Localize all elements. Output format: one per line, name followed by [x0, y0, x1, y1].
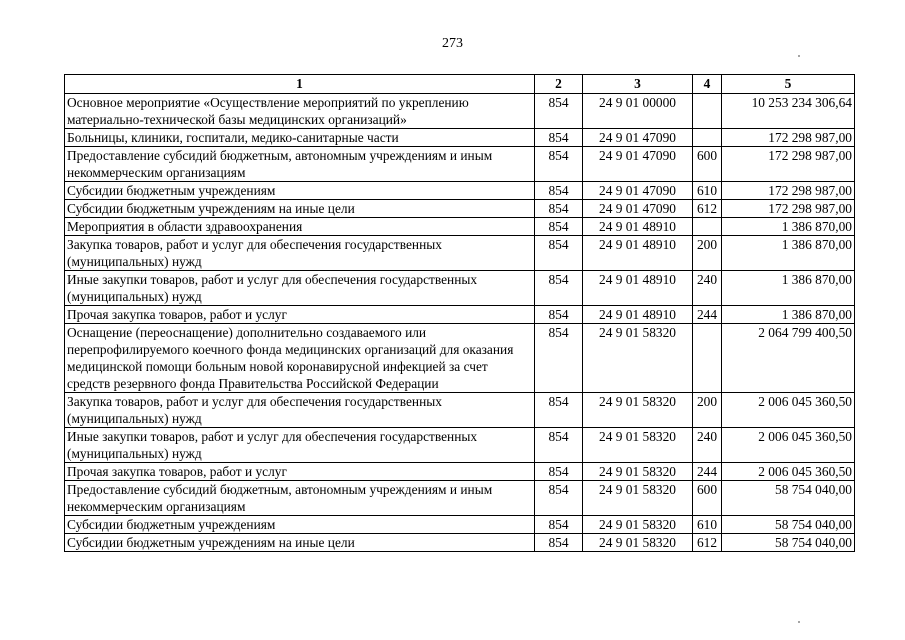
row-article-cell: 24 9 01 58320 [583, 516, 693, 534]
scan-speck [798, 621, 800, 623]
row-code-cell: 854 [535, 218, 583, 236]
table-row [65, 393, 855, 428]
table-row [65, 481, 855, 516]
row-vid-cell: 200 [693, 236, 722, 271]
row-code-cell: 854 [535, 481, 583, 516]
row-vid-cell: 244 [693, 463, 722, 481]
row-code-cell: 854 [535, 147, 583, 182]
row-amount-cell: 58 754 040,00 [722, 516, 855, 534]
row-name-cell: Мероприятия в области здравоохранения [65, 218, 535, 236]
budget-table [64, 74, 855, 552]
table-row [65, 236, 855, 271]
row-article-cell: 24 9 01 47090 [583, 147, 693, 182]
row-article-cell: 24 9 01 58320 [583, 393, 693, 428]
row-amount-cell: 1 386 870,00 [722, 306, 855, 324]
table-row [65, 428, 855, 463]
header-cell-article: 3 [583, 75, 693, 94]
row-article-cell: 24 9 01 48910 [583, 271, 693, 306]
header-cell-code: 2 [535, 75, 583, 94]
row-code-cell: 854 [535, 94, 583, 129]
row-amount-cell: 172 298 987,00 [722, 200, 855, 218]
row-code-cell: 854 [535, 306, 583, 324]
row-vid-cell [693, 218, 722, 236]
row-amount-cell: 172 298 987,00 [722, 147, 855, 182]
row-amount-cell: 2 064 799 400,50 [722, 324, 855, 393]
row-name-cell: Прочая закупка товаров, работ и услуг [65, 463, 535, 481]
row-article-cell: 24 9 01 47090 [583, 200, 693, 218]
row-article-cell: 24 9 01 58320 [583, 481, 693, 516]
row-code-cell: 854 [535, 182, 583, 200]
table-row [65, 218, 855, 236]
header-cell-vid: 4 [693, 75, 722, 94]
row-vid-cell [693, 324, 722, 393]
row-vid-cell: 240 [693, 428, 722, 463]
row-amount-cell: 1 386 870,00 [722, 236, 855, 271]
row-vid-cell: 600 [693, 147, 722, 182]
row-amount-cell: 1 386 870,00 [722, 271, 855, 306]
row-amount-cell: 2 006 045 360,50 [722, 428, 855, 463]
table-row [65, 516, 855, 534]
row-vid-cell: 200 [693, 393, 722, 428]
row-code-cell: 854 [535, 393, 583, 428]
row-name-cell: Иные закупки товаров, работ и услуг для обеспечения государственных (муниципальных) нужд [65, 271, 535, 306]
table-row [65, 129, 855, 147]
row-vid-cell: 610 [693, 182, 722, 200]
row-amount-cell: 172 298 987,00 [722, 182, 855, 200]
row-vid-cell: 240 [693, 271, 722, 306]
row-code-cell: 854 [535, 534, 583, 552]
table-row [65, 147, 855, 182]
row-article-cell: 24 9 01 47090 [583, 182, 693, 200]
row-name-cell: Предоставление субсидий бюджетным, автономным учреждениям и иным некоммерческим организациям [65, 481, 535, 516]
header-row [65, 75, 855, 94]
table-row [65, 182, 855, 200]
table-row [65, 200, 855, 218]
row-name-cell: Предоставление субсидий бюджетным, автономным учреждениям и иным некоммерческим организациям [65, 147, 535, 182]
table-row [65, 534, 855, 552]
table-body [65, 94, 855, 552]
row-amount-cell: 58 754 040,00 [722, 534, 855, 552]
header-cell-amount: 5 [722, 75, 855, 94]
row-article-cell: 24 9 01 58320 [583, 324, 693, 393]
table-row [65, 463, 855, 481]
table-row [65, 94, 855, 129]
row-name-cell: Субсидии бюджетным учреждениям на иные цели [65, 200, 535, 218]
row-name-cell: Оснащение (переоснащение) дополнительно создаваемого или перепрофилируемого коечного фонда медицинских организаций для оказания медицинской помощи больным новой коронавирусной инфекцией за счет средств резервного фонда Правительства Российской Федерации [65, 324, 535, 393]
scan-speck [798, 55, 800, 57]
row-name-cell: Субсидии бюджетным учреждениям [65, 516, 535, 534]
page-number: 273 [442, 36, 463, 51]
row-article-cell: 24 9 01 58320 [583, 428, 693, 463]
row-code-cell: 854 [535, 129, 583, 147]
row-code-cell: 854 [535, 324, 583, 393]
row-vid-cell: 244 [693, 306, 722, 324]
row-vid-cell: 612 [693, 534, 722, 552]
row-code-cell: 854 [535, 516, 583, 534]
row-vid-cell [693, 129, 722, 147]
row-vid-cell [693, 94, 722, 129]
row-vid-cell: 600 [693, 481, 722, 516]
row-name-cell: Больницы, клиники, госпитали, медико-санитарные части [65, 129, 535, 147]
row-name-cell: Прочая закупка товаров, работ и услуг [65, 306, 535, 324]
row-amount-cell: 58 754 040,00 [722, 481, 855, 516]
row-code-cell: 854 [535, 200, 583, 218]
table-row [65, 271, 855, 306]
row-code-cell: 854 [535, 271, 583, 306]
row-name-cell: Основное мероприятие «Осуществление мероприятий по укреплению материально-технической базы медицинских организаций» [65, 94, 535, 129]
row-code-cell: 854 [535, 428, 583, 463]
row-name-cell: Иные закупки товаров, работ и услуг для обеспечения государственных (муниципальных) нужд [65, 428, 535, 463]
row-article-cell: 24 9 01 48910 [583, 236, 693, 271]
row-article-cell: 24 9 01 58320 [583, 534, 693, 552]
row-name-cell: Закупка товаров, работ и услуг для обеспечения государственных (муниципальных) нужд [65, 236, 535, 271]
row-article-cell: 24 9 01 00000 [583, 94, 693, 129]
row-amount-cell: 10 253 234 306,64 [722, 94, 855, 129]
row-code-cell: 854 [535, 236, 583, 271]
row-vid-cell: 610 [693, 516, 722, 534]
row-name-cell: Субсидии бюджетным учреждениям на иные цели [65, 534, 535, 552]
row-code-cell: 854 [535, 463, 583, 481]
row-amount-cell: 2 006 045 360,50 [722, 393, 855, 428]
row-article-cell: 24 9 01 48910 [583, 306, 693, 324]
row-name-cell: Закупка товаров, работ и услуг для обеспечения государственных (муниципальных) нужд [65, 393, 535, 428]
row-article-cell: 24 9 01 47090 [583, 129, 693, 147]
row-vid-cell: 612 [693, 200, 722, 218]
table-row [65, 306, 855, 324]
header-cell-name: 1 [65, 75, 535, 94]
row-amount-cell: 1 386 870,00 [722, 218, 855, 236]
table-row [65, 324, 855, 393]
row-amount-cell: 172 298 987,00 [722, 129, 855, 147]
row-amount-cell: 2 006 045 360,50 [722, 463, 855, 481]
row-name-cell: Субсидии бюджетным учреждениям [65, 182, 535, 200]
row-article-cell: 24 9 01 48910 [583, 218, 693, 236]
row-article-cell: 24 9 01 58320 [583, 463, 693, 481]
